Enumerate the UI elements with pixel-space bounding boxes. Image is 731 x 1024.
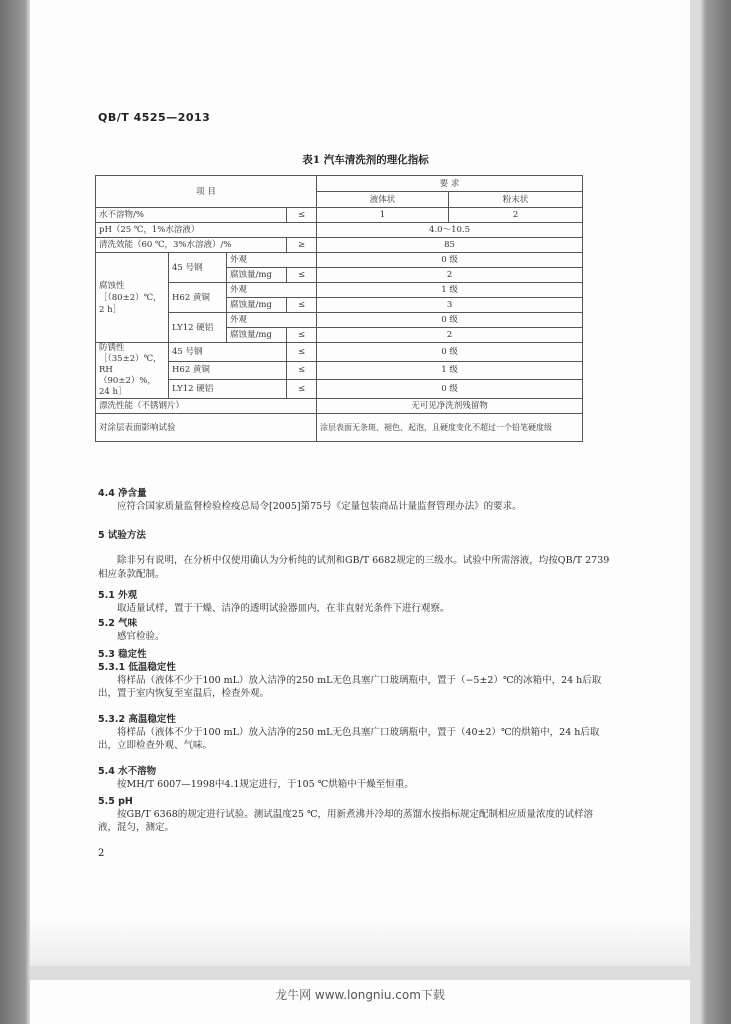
section-5-2: 5.2 气味 感官检验。: [98, 618, 165, 642]
table-row: 防锈性 ［（35±2）℃， RH（90±2）%， 24 h］ 45 号钢 ≤ 0 级: [96, 343, 583, 362]
section-5-4: 5.4 水不溶物 按MH/T 6007—1998中4.1规定进行，于105 ℃烘箱中干燥至恒重。: [98, 766, 414, 790]
standard-number: QB/T 4525—2013: [98, 111, 211, 124]
table-header-row: [96, 176, 583, 192]
footer-bar: [30, 980, 690, 1024]
table-row: 腐蚀量/mg ≤ 2: [96, 328, 583, 343]
section-5-3-2: 5.3.2 高温稳定性 将样品（液体不少于100 mL）放入洁净的250 mL无色具塞广口玻璃瓶中，置于（40±2）℃的烘箱中，24 h后取出，立即检查外观、气味。: [98, 714, 600, 751]
table-row: 腐蚀量/mg ≤ 2: [96, 268, 583, 283]
table-row: 水不溶物/% ≤ 1 2: [96, 208, 583, 223]
header-requirement: 要 求: [317, 176, 583, 192]
table-row: 腐蚀量/mg ≤ 3: [96, 298, 583, 313]
table-row: H62 黄铜 ≤ 1 级: [96, 361, 583, 380]
watermark-link[interactable]: 龙牛网 www.longniu.com下载: [275, 988, 445, 1002]
table-row: LY12 硬铝 外观 0 级: [96, 313, 583, 328]
spec-table: [95, 175, 583, 442]
table-row: 腐蚀性 ［（80±2）℃， 2 h］ 45 号钢 外观 0 级: [96, 253, 583, 268]
header-powder: 粉末状: [449, 192, 583, 208]
section-5-3: 5.3 稳定性 5.3.1 低温稳定性 将样品（液体不少于100 mL）放入洁净的250 mL无色具塞广口玻璃瓶中，置于（−5±2）℃的冰箱中，24 h后取出，置于室内恢复至室温后，检查外观。: [98, 649, 602, 699]
table-row: H62 黄铜 外观 1 级: [96, 283, 583, 298]
table-row: LY12 硬铝 ≤ 0 级: [96, 380, 583, 399]
table-row: 清洗效能（60 ℃，3%水溶液）/% ≥ 85: [96, 238, 583, 253]
section-5: 5 试验方法: [98, 530, 146, 541]
table-row: pH（25 ℃，1%水溶液） 4.0～10.5: [96, 223, 583, 238]
header-liquid: 液体状: [317, 192, 449, 208]
section-5-5: 5.5 pH 按GB/T 6368的规定进行试验。测试温度25 ℃，用新煮沸并冷却的蒸馏水按指标规定配制相应质量浓度的试样溶液，混匀，测定。: [98, 796, 594, 833]
section-5-1: 5.1 外观 取适量试样，置于干燥、洁净的透明试验器皿内，在非直射光条件下进行观察。: [98, 590, 450, 614]
header-item: 项 目: [96, 176, 317, 208]
corrosion-label: 腐蚀性 ［（80±2）℃， 2 h］: [96, 253, 169, 343]
rust-label: 防锈性 ［（35±2）℃， RH（90±2）%， 24 h］: [96, 343, 169, 399]
page-number: 2: [98, 848, 105, 859]
table-row: 对涂层表面影响试验 涂层表面无条斑、褪色、起泡，且硬度变化不超过一个铅笔硬度级: [96, 414, 583, 442]
section-4-4: 4.4 净含量 应符合国家质量监督检验检疫总局令[2005]第75号《定量包装商品计量监督管理办法》的要求。: [98, 488, 522, 512]
table-caption: 表1 汽车清洗剂的理化指标: [302, 154, 429, 166]
table-row: 漂洗性能（不锈钢片） 无可见净洗剂残留物: [96, 399, 583, 414]
